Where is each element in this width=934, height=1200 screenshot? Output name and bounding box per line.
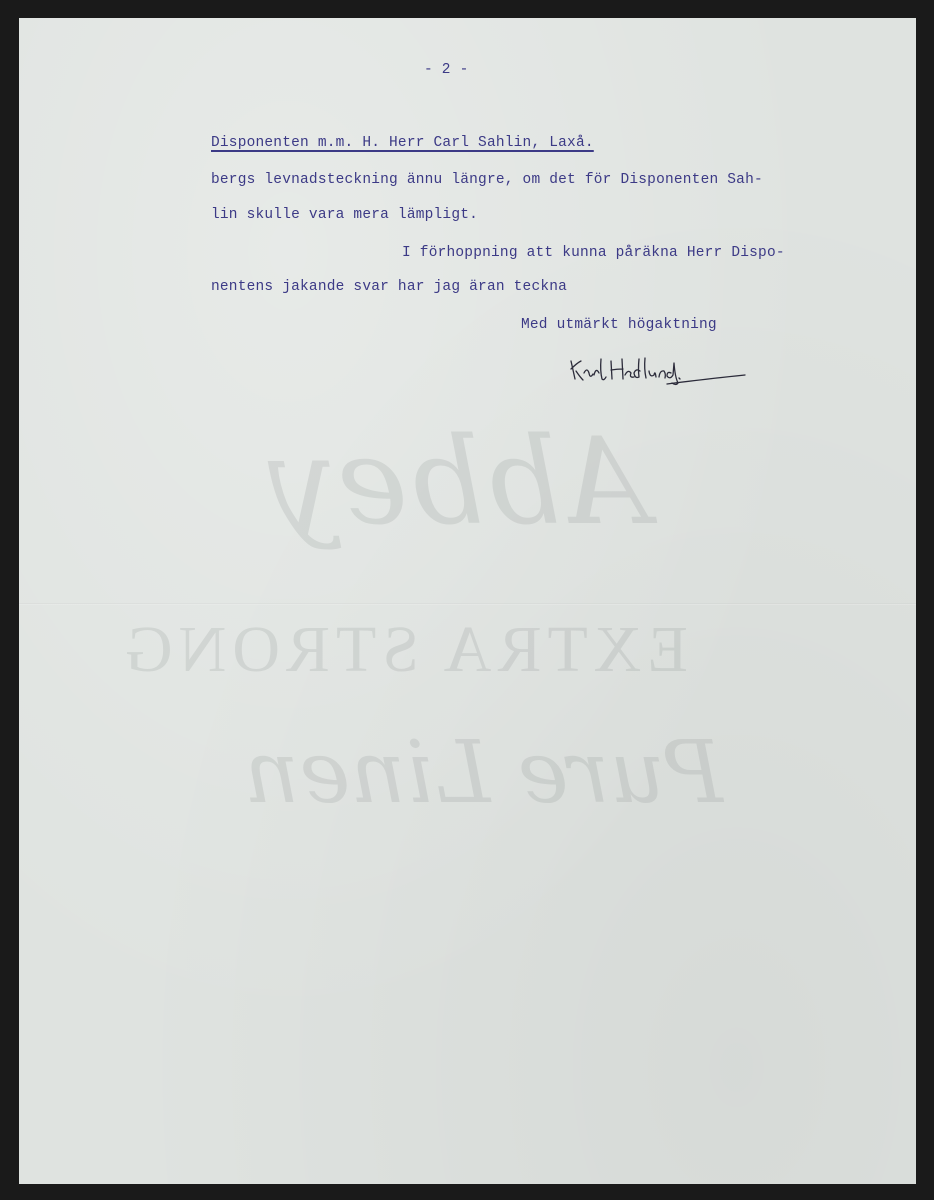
handwritten-signature: [567, 353, 747, 388]
page-number: - 2 -: [424, 62, 469, 78]
body-line-4: nentens jakande svar har jag äran teckna: [211, 279, 568, 295]
paper-fold: [19, 603, 916, 605]
watermark-line-1: Abbey: [269, 413, 649, 552]
body-line-3: I förhoppning att kunna påräkna Herr Dispo-: [402, 245, 785, 261]
addressee-line: Disponenten m.m. H. Herr Carl Sahlin, Laxå.: [211, 135, 594, 151]
watermark-line-2: EXTRA STRONG: [119, 613, 688, 686]
closing-line: Med utmärkt högaktning: [521, 317, 717, 333]
letter-page: [19, 18, 916, 1184]
body-line-2: lin skulle vara mera lämpligt.: [211, 207, 479, 223]
watermark-line-3: Pure Linen: [244, 723, 723, 823]
body-line-1: bergs levnadsteckning ännu längre, om det för Disponenten Sah-: [211, 172, 763, 188]
